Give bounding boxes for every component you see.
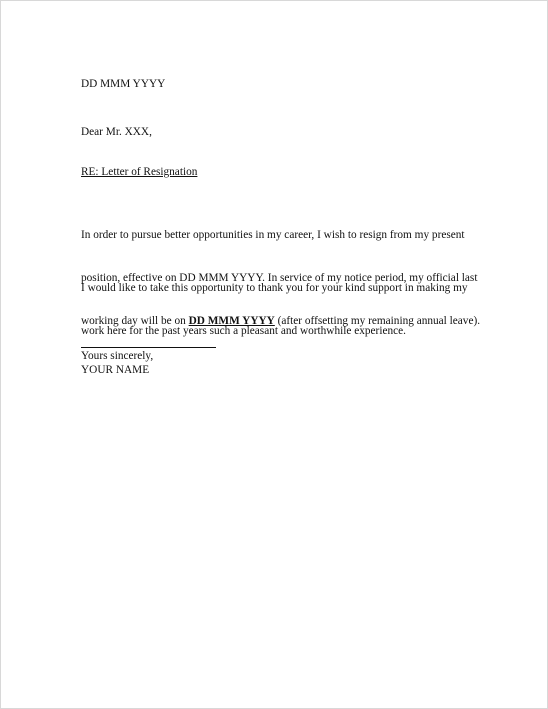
last-day-date: DD MMM YYYY (188, 315, 275, 328)
paragraph-line: I would like to take this opportunity to thank you for your kind support in making my (81, 281, 468, 294)
paragraph-line: work here for the past years such a pleasant and worthwhile experience. (81, 325, 406, 338)
last-day-suffix: (after offsetting my remaining annual leave). (274, 315, 481, 328)
subject-line: RE: Letter of Resignation (81, 166, 198, 178)
signature-line (81, 347, 216, 348)
paragraph-line: position, effective on DD MMM YYYY. In service of my notice period, my official last (81, 272, 478, 285)
signer-name: YOUR NAME (81, 364, 150, 376)
salutation: Dear Mr. XXX, (81, 126, 152, 138)
paragraph-line: In order to pursue better opportunities in my career, I wish to resign from my present (81, 228, 465, 241)
letter-date: DD MMM YYYY (81, 78, 166, 90)
closing: Yours sincerely, (81, 350, 154, 362)
last-day-prefix: working day will be on (81, 315, 189, 328)
